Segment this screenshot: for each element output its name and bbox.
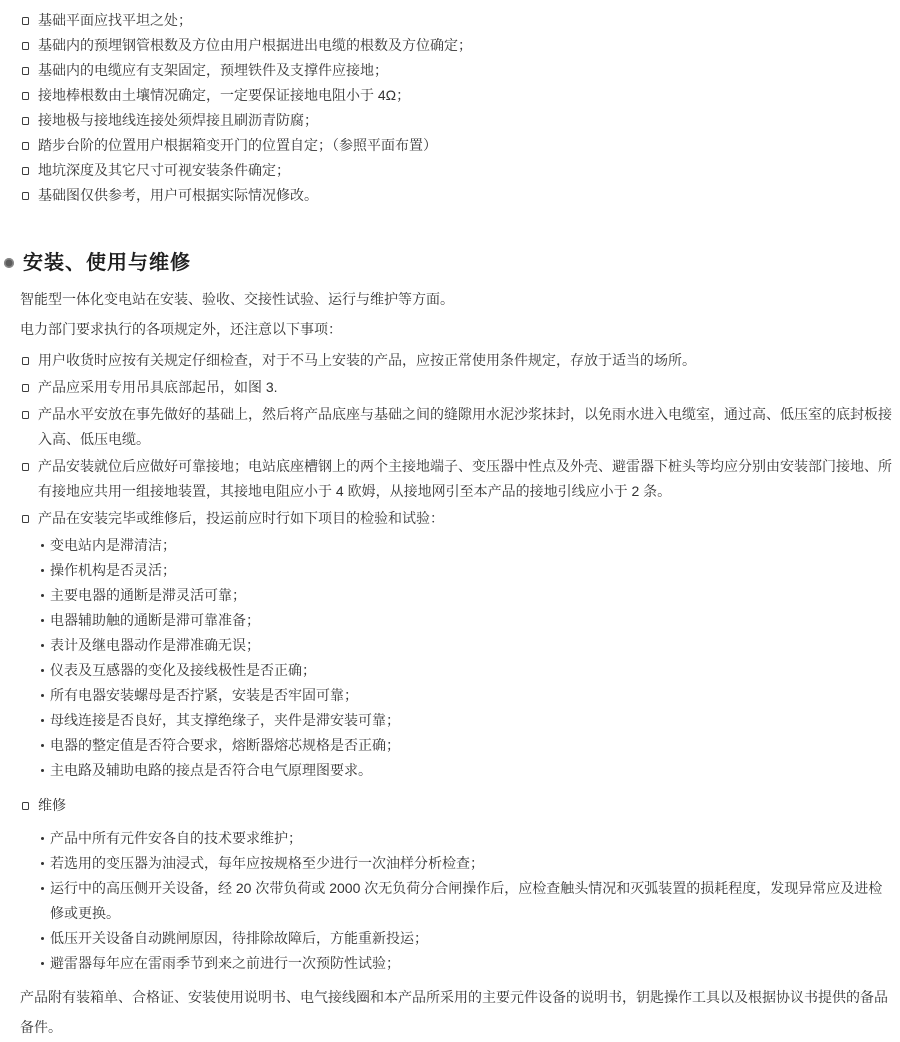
- square-bullet-icon: [22, 802, 29, 810]
- list-item: [0, 8, 896, 33]
- list-item: [0, 733, 896, 758]
- dot-bullet-icon: [41, 594, 44, 597]
- list-item-text: 主电路及辅助电路的接点是否符合电气原理图要求。: [50, 762, 372, 778]
- dot-bullet-icon: [41, 644, 44, 647]
- list-item-text: 踏步台阶的位置用户根据箱变开门的位置自定；（参照平面布置）: [38, 137, 437, 153]
- list-item: [0, 683, 896, 708]
- list-item-text: 操作机构是否灵活；: [50, 562, 176, 578]
- intro-paragraph-2: 电力部门要求执行的各项规定外，还注意以下事项：: [20, 321, 342, 337]
- dot-bullet-icon: [41, 719, 44, 722]
- list-item-text: 若选用的变压器为油浸式，每年应按规格至少进行一次油样分析检查；: [50, 855, 484, 871]
- list-item-text: 仪表及互感器的变化及接线极性是否正确；: [50, 662, 316, 678]
- list-item-text: 产品安装就位后应做好可靠接地；电站底座槽钢上的两个主接地端子、变压器中性点及外壳、避雷器下桩头等均应分别由安装部门接地、所有接地应共用一组接地装置，其接地电阻应小于 4 欧姆，从接地网引至本产品的接地引线应小于 2 条。: [38, 458, 892, 499]
- list-item: [0, 33, 896, 58]
- square-bullet-icon: [22, 92, 29, 100]
- list-item: [0, 658, 896, 683]
- square-bullet-icon: [22, 411, 29, 419]
- dot-bullet-icon: [41, 837, 44, 840]
- list-item: [0, 876, 896, 926]
- pre-commissioning-checks-list: [0, 533, 896, 783]
- list-item: [0, 348, 896, 373]
- list-item: [0, 108, 896, 133]
- installation-notes-list: [0, 348, 896, 531]
- square-bullet-icon: [22, 515, 29, 523]
- dot-bullet-icon: [41, 769, 44, 772]
- list-item: [0, 454, 896, 504]
- list-item-text: 电器的整定值是否符合要求，熔断器熔芯规格是否正确；: [50, 737, 400, 753]
- list-item: [0, 83, 896, 108]
- list-item: [0, 951, 896, 976]
- intro-paragraph-1: 智能型一体化变电站在安装、验收、交接性试验、运行与维护等方面。: [20, 291, 454, 307]
- dot-bullet-icon: [41, 569, 44, 572]
- list-item-text: 母线连接是否良好，其支撑绝缘子，夹件是滞安装可靠；: [50, 712, 400, 728]
- maintenance-heading-item: [0, 793, 896, 818]
- dot-bullet-icon: [41, 937, 44, 940]
- list-item-text: 用户收货时应按有关规定仔细检查，对于不马上安装的产品，应按正常使用条件规定，存放于适当的场所。: [38, 352, 696, 368]
- list-item: [0, 608, 896, 633]
- list-item-text: 基础图仅供参考，用户可根据实际情况修改。: [38, 187, 318, 203]
- list-item: [0, 506, 896, 531]
- dot-bullet-icon: [41, 669, 44, 672]
- dot-bullet-icon: [41, 962, 44, 965]
- section-title: 安装、使用与维修: [23, 252, 191, 274]
- list-item: [0, 708, 896, 733]
- maintenance-label: 维修: [38, 797, 66, 813]
- list-item-text: 基础内的电缆应有支架固定，预埋铁件及支撑件应接地；: [38, 62, 388, 78]
- list-item-text: 主要电器的通断是滞灵活可靠；: [50, 587, 246, 603]
- list-item-text: 产品应采用专用吊具底部起吊，如图 3.: [38, 379, 278, 395]
- list-item: [0, 158, 896, 183]
- list-item: [0, 58, 896, 83]
- list-item-text: 表计及继电器动作是滞准确无误；: [50, 637, 260, 653]
- square-bullet-icon: [22, 167, 29, 175]
- list-item-text: 基础内的预埋钢管根数及方位由用户根据进出电缆的根数及方位确定；: [38, 37, 472, 53]
- list-item-text: 所有电器安装螺母是否拧紧，安装是否牢固可靠；: [50, 687, 358, 703]
- list-item: [0, 826, 896, 851]
- closing-paragraph: 产品附有装箱单、合格证、安装使用说明书、电气接线圈和本产品所采用的主要元件设备的说明书，钥匙操作工具以及根据协议书提供的备品备件。: [20, 989, 888, 1035]
- list-item: [0, 375, 896, 400]
- square-bullet-icon: [22, 117, 29, 125]
- list-item-text: 接地极与接地线连接处须焊接且刷沥青防腐；: [38, 112, 318, 128]
- dot-bullet-icon: [41, 887, 44, 890]
- dot-bullet-icon: [41, 544, 44, 547]
- square-bullet-icon: [22, 357, 29, 365]
- square-bullet-icon: [22, 384, 29, 392]
- list-item-text: 运行中的高压侧开关设备，经 20 次带负荷或 2000 次无负荷分合闸操作后，应检查触头情况和灭弧装置的损耗程度，发现异常应及进检修或更换。: [50, 880, 883, 921]
- maintenance-tasks-list: [0, 826, 896, 976]
- list-item: [0, 533, 896, 558]
- list-item: [0, 583, 896, 608]
- list-item: [0, 558, 896, 583]
- dot-bullet-icon: [41, 744, 44, 747]
- list-item-text: 产品中所有元件安各自的技术要求维护；: [50, 830, 302, 846]
- list-item: [0, 851, 896, 876]
- section-header: [0, 249, 896, 277]
- list-item-text: 地坑深度及其它尺寸可视安装条件确定；: [38, 162, 290, 178]
- list-item: [0, 926, 896, 951]
- list-item-text: 接地棒根数由土壤情况确定，一定要保证接地电阻小于 4Ω；: [38, 87, 411, 103]
- square-bullet-icon: [22, 192, 29, 200]
- list-item-text: 避雷器每年应在雷雨季节到来之前进行一次预防性试验；: [50, 955, 400, 971]
- list-item-text: 变电站内是滞清洁；: [50, 537, 176, 553]
- square-bullet-icon: [22, 42, 29, 50]
- square-bullet-icon: [22, 67, 29, 75]
- square-bullet-icon: [22, 17, 29, 25]
- dot-bullet-icon: [41, 694, 44, 697]
- list-item-text: 产品水平安放在事先做好的基础上，然后将产品底座与基础之间的缝隙用水泥沙浆抹封，以免雨水进入电缆室，通过高、低压室的底封板接入高、低压电缆。: [38, 406, 892, 447]
- list-item-text: 产品在安装完毕或维修后，投运前应时行如下项目的检验和试验：: [38, 510, 444, 526]
- list-item: [0, 402, 896, 452]
- list-item: [0, 133, 896, 158]
- list-item-text: 低压开关设备自动跳闸原因，待排除故障后，方能重新投运；: [50, 930, 428, 946]
- square-bullet-icon: [22, 463, 29, 471]
- section-bullet-icon: [4, 258, 14, 268]
- list-item: [0, 633, 896, 658]
- dot-bullet-icon: [41, 862, 44, 865]
- dot-bullet-icon: [41, 619, 44, 622]
- list-item-text: 基础平面应找平坦之处；: [38, 12, 192, 28]
- foundation-notes-list: [0, 8, 896, 208]
- list-item: [0, 758, 896, 783]
- list-item: [0, 183, 896, 208]
- square-bullet-icon: [22, 142, 29, 150]
- list-item-text: 电器辅助触的通断是滞可靠准备；: [50, 612, 260, 628]
